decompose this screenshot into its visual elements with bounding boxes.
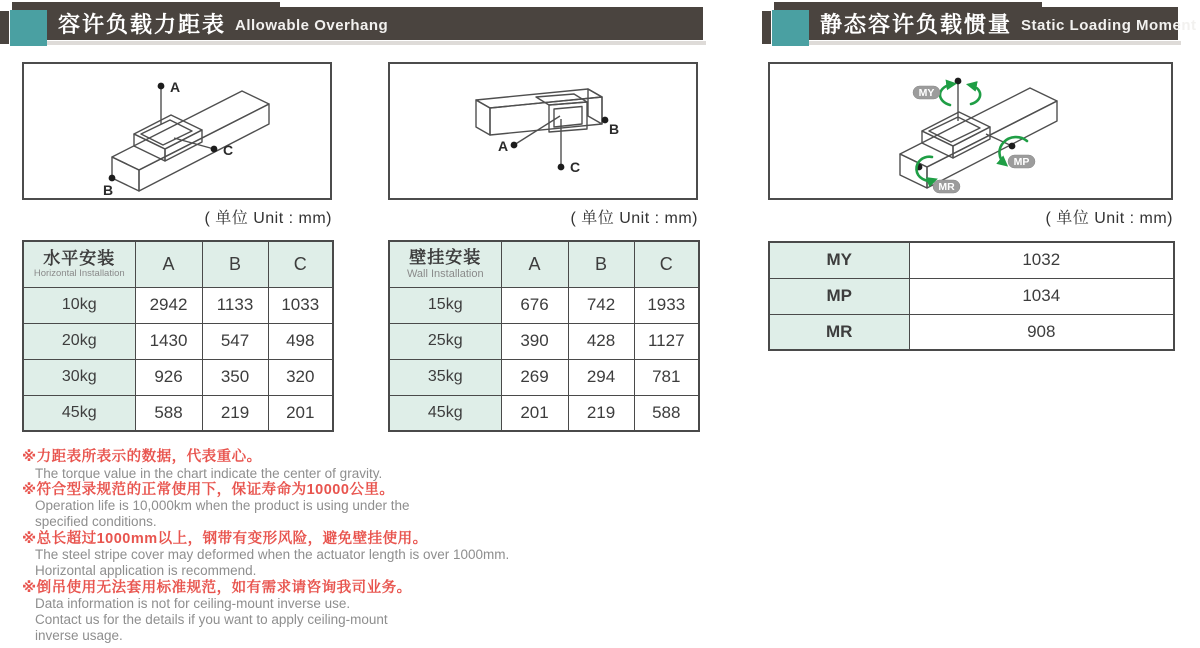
moment-label-cell: MP [769, 278, 909, 314]
header-cell-a: A [501, 241, 568, 287]
section-header-allowable-overhang [0, 0, 703, 50]
header-shadow [776, 41, 1181, 45]
mp-axis-dot [1009, 143, 1016, 150]
value-cell: 428 [568, 323, 634, 359]
value-cell: 1430 [135, 323, 202, 359]
point-b-label: B [103, 182, 114, 198]
table-row [769, 278, 1174, 314]
footnotes [22, 449, 712, 645]
moment-actuator-isometric-drawing [770, 64, 1171, 198]
table-row [23, 287, 333, 323]
value-cell: 201 [268, 395, 333, 431]
point-c-dot [211, 146, 218, 153]
footnote [22, 580, 712, 645]
value-cell: 219 [568, 395, 634, 431]
moment-label-cell: MY [769, 242, 909, 278]
footnote-en: specified conditions. [35, 514, 157, 530]
point-a-label: A [498, 138, 509, 154]
footnote-zh: ※总长超过1000mm以上，钢带有变形风险，避免壁挂使用。 [22, 530, 428, 547]
value-cell: 676 [501, 287, 568, 323]
footnote-zh: ※力距表所表示的数据，代表重心。 [22, 449, 262, 465]
header-cell-c: C [268, 241, 333, 287]
table-horizontal-installation [22, 240, 332, 432]
value-cell: 320 [268, 359, 333, 395]
installation-label-zh: 壁挂安装 [409, 248, 482, 268]
footnote [22, 531, 712, 580]
axis-line-a [514, 116, 560, 145]
rail-end-face [112, 157, 139, 191]
table-row [389, 287, 699, 323]
my-rotation-arrow-right [970, 85, 980, 104]
mp-badge-label: MP [1013, 156, 1030, 168]
header-cell-installation [23, 241, 135, 287]
value-cell: 588 [135, 395, 202, 431]
header-title-en: Allowable Overhang [235, 16, 389, 34]
value-cell: 1033 [268, 287, 333, 323]
value-cell: 1133 [202, 287, 268, 323]
header-title-en: Static Loading Moment [1021, 16, 1197, 34]
load-cell: 20kg [23, 323, 135, 359]
table-header-row [23, 241, 333, 287]
header-cell-b: B [202, 241, 268, 287]
load-cell: 15kg [389, 287, 501, 323]
value-cell: 390 [501, 323, 568, 359]
value-cell: 350 [202, 359, 268, 395]
footnote-en: Contact us for the details if you want to apply ceiling-mount [35, 612, 388, 628]
header-shadow [14, 41, 706, 45]
table-row [389, 359, 699, 395]
load-cell: 45kg [23, 395, 135, 431]
header-title-zh: 静态容许负载惯量 [820, 12, 1013, 37]
point-c-label: C [570, 159, 581, 175]
wall-actuator-isometric-drawing [390, 64, 696, 198]
point-c-dot [558, 164, 565, 171]
point-b-dot [602, 117, 609, 124]
table-row [769, 314, 1174, 350]
value-cell: 781 [634, 359, 699, 395]
point-b-dot [109, 175, 116, 182]
value-cell: 926 [135, 359, 202, 395]
footnote [22, 482, 712, 531]
my-badge-label: MY [918, 87, 935, 99]
table-row [389, 395, 699, 431]
rail-left-end-face [476, 100, 490, 135]
rail-side-face [927, 101, 1057, 188]
footnote-en: Data information is not for ceiling-mount inverse use. [35, 596, 351, 612]
rail-side-face [139, 104, 269, 191]
table-row [23, 395, 333, 431]
header-left-strip [0, 11, 9, 44]
point-a-dot [511, 142, 518, 149]
load-cell: 25kg [389, 323, 501, 359]
footnote-en: Operation life is 10,000km when the product is using under the [35, 498, 410, 514]
point-a-label: A [170, 79, 181, 95]
moment-value-cell: 908 [909, 314, 1174, 350]
axis-line-c [174, 138, 214, 149]
load-cell: 10kg [23, 287, 135, 323]
header-cell-b: B [568, 241, 634, 287]
point-c-label: C [223, 142, 234, 158]
unit-label-horizontal: ( 单位 Unit : mm) [204, 210, 332, 227]
header-title [58, 7, 388, 40]
section-header-static-loading-moment [762, 0, 1197, 50]
header-left-strip [762, 11, 771, 44]
teal-accent-square [772, 10, 809, 46]
footnote [22, 449, 712, 482]
diagram-wall-installation [388, 62, 698, 200]
installation-label-en: Horizontal Installation [33, 267, 125, 279]
table-row [23, 323, 333, 359]
load-cell: 30kg [23, 359, 135, 395]
value-cell: 742 [568, 287, 634, 323]
table-header-row [389, 241, 699, 287]
value-cell: 2942 [135, 287, 202, 323]
moment-label-cell: MR [769, 314, 909, 350]
unit-label-wall: ( 单位 Unit : mm) [570, 210, 698, 227]
load-cell: 45kg [389, 395, 501, 431]
value-cell: 588 [634, 395, 699, 431]
rail-right-end-face [588, 89, 602, 124]
point-a-dot [158, 83, 165, 90]
table-row [23, 359, 333, 395]
footnote-zh: ※倒吊使用无法套用标准规范，如有需求请咨询我司业务。 [22, 579, 412, 596]
my-axis-dot [955, 78, 962, 85]
table-wall-installation [388, 240, 698, 432]
header-title [820, 7, 1197, 40]
header-cell-c: C [634, 241, 699, 287]
value-cell: 294 [568, 359, 634, 395]
value-cell: 1933 [634, 287, 699, 323]
moment-value-cell: 1034 [909, 278, 1174, 314]
installation-label-en: Wall Installation [406, 267, 484, 280]
horizontal-actuator-isometric-drawing [24, 64, 330, 198]
value-cell: 269 [501, 359, 568, 395]
table-row [769, 242, 1174, 278]
table-row [389, 323, 699, 359]
point-b-label: B [609, 121, 620, 137]
value-cell: 547 [202, 323, 268, 359]
moment-value-cell: 1032 [909, 242, 1174, 278]
footnote-en: inverse usage. [35, 628, 123, 644]
header-cell-installation [389, 241, 501, 287]
value-cell: 219 [202, 395, 268, 431]
teal-accent-square [10, 10, 47, 46]
footnote-en: Horizontal application is recommend. [35, 563, 257, 579]
footnote-en: The steel stripe cover may deformed when the actuator length is over 1000mm. [35, 547, 510, 563]
installation-label-zh: 水平安装 [43, 249, 116, 269]
load-cell: 35kg [389, 359, 501, 395]
value-cell: 498 [268, 323, 333, 359]
value-cell: 1127 [634, 323, 699, 359]
unit-label-moment: ( 单位 Unit : mm) [1045, 210, 1173, 227]
diagram-horizontal-installation [22, 62, 332, 200]
diagram-static-moments [768, 62, 1173, 200]
header-title-zh: 容许负载力距表 [58, 12, 227, 37]
value-cell: 201 [501, 395, 568, 431]
header-cell-a: A [135, 241, 202, 287]
my-rotation-arrow-left [940, 84, 953, 105]
mr-badge-label: MR [938, 181, 955, 193]
footnote-zh: ※符合型录规范的正常使用下，保证寿命为10000公里。 [22, 481, 395, 498]
table-static-moment [768, 241, 1173, 351]
footnote-en: The torque value in the chart indicate the center of gravity. [35, 465, 383, 481]
